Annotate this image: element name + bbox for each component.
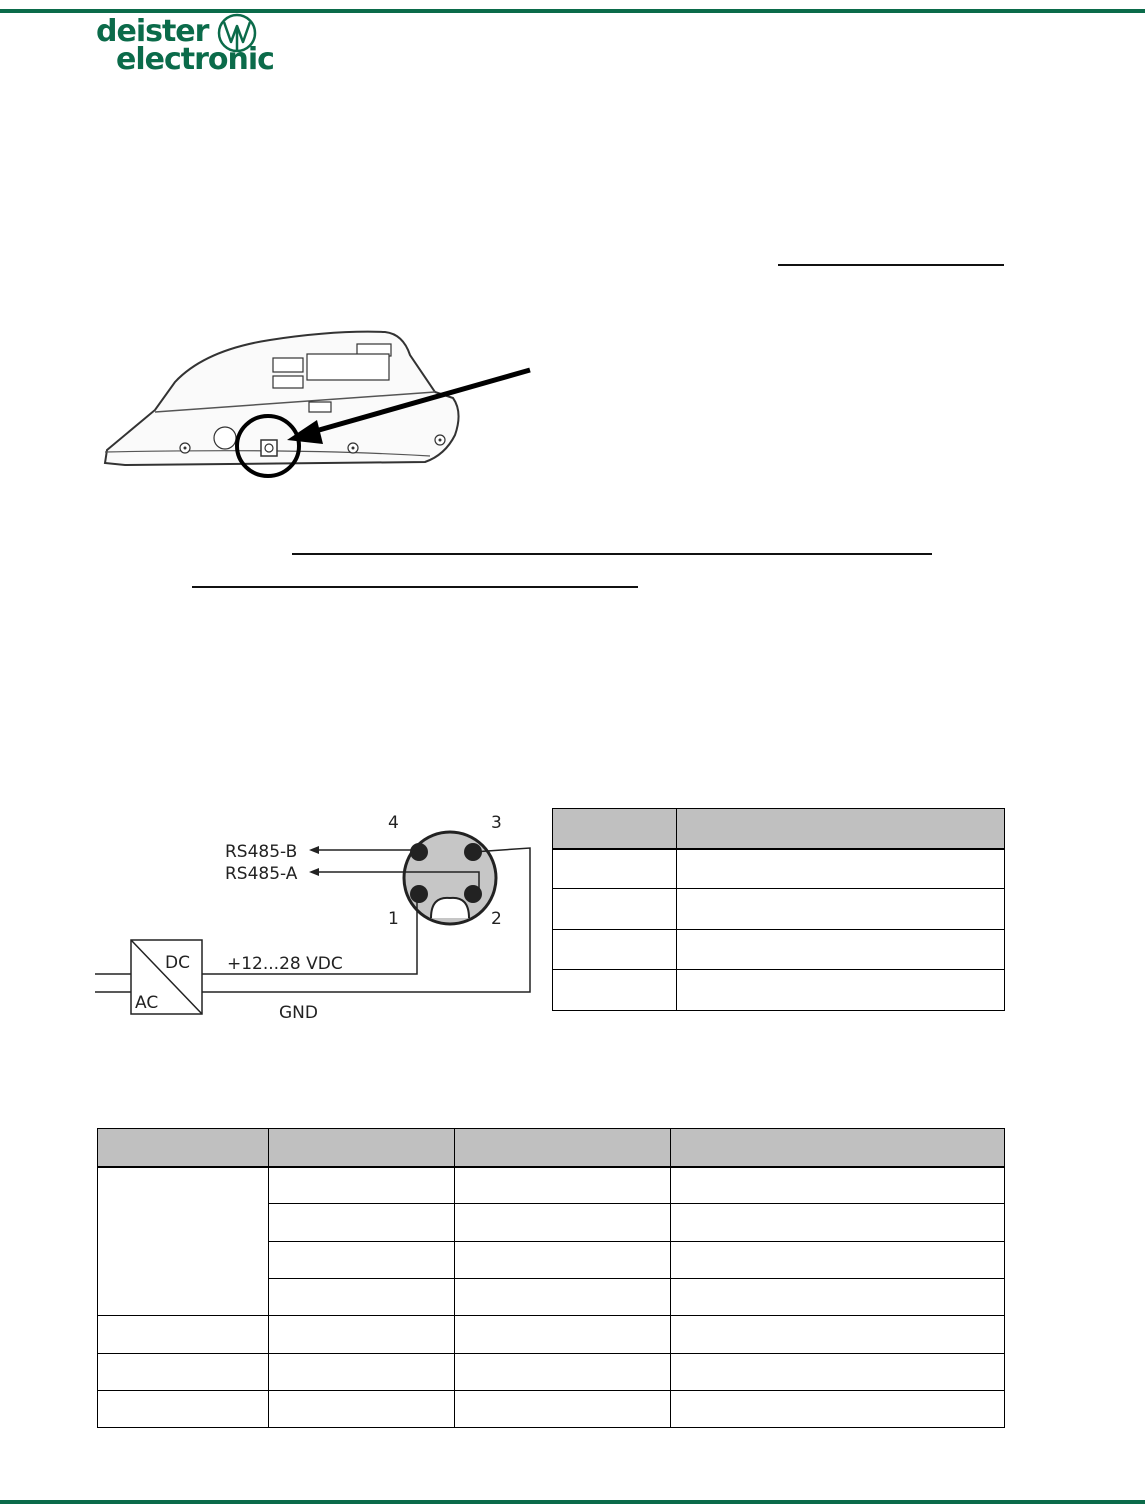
- table-cell: [455, 1391, 671, 1428]
- table-cell: [553, 849, 677, 889]
- table-cell: [269, 1204, 455, 1242]
- table-cell: [677, 930, 1005, 970]
- table-cell: [98, 1167, 269, 1316]
- converter-ac-label: AC: [135, 993, 159, 1013]
- brand-name-line2: electronic: [116, 42, 274, 77]
- table-cell: [677, 970, 1005, 1011]
- table-cell: [98, 1391, 269, 1428]
- table-cell: [269, 1354, 455, 1391]
- table-cell: [269, 1279, 455, 1316]
- underline-3: [192, 586, 638, 588]
- table-cell: [677, 849, 1005, 889]
- table-cell: [671, 1391, 1005, 1428]
- table-cell: [671, 1204, 1005, 1242]
- table-row: [553, 930, 1005, 970]
- table-cell: [455, 1354, 671, 1391]
- antenna-logo-icon: [216, 12, 258, 54]
- table-header-row: [98, 1129, 1005, 1167]
- rs485-b-label: RS485-B: [225, 842, 298, 862]
- table-header-cell: [671, 1129, 1005, 1167]
- supply-voltage-label: +12...28 VDC: [227, 954, 343, 974]
- table-cell: [455, 1279, 671, 1316]
- table-cell: [671, 1354, 1005, 1391]
- table-cell: [455, 1316, 671, 1354]
- table-cell: [553, 970, 677, 1011]
- table-row: [553, 849, 1005, 889]
- table-cell: [553, 930, 677, 970]
- converter-dc-label: DC: [165, 953, 190, 973]
- table-cell: [98, 1316, 269, 1354]
- table-cell: [553, 889, 677, 930]
- table-row: [98, 1316, 1005, 1354]
- pin-assignment-table: [552, 808, 1005, 1011]
- specification-table: [97, 1128, 1005, 1428]
- table-row: [553, 889, 1005, 930]
- wiring-diagram: [95, 806, 540, 1020]
- table-cell: [269, 1242, 455, 1279]
- table-header-cell: [98, 1129, 269, 1167]
- underline-1: [778, 264, 1004, 266]
- underline-2: [292, 553, 932, 555]
- brand-name-line1: deister: [96, 14, 209, 49]
- rs485-a-label: RS485-A: [225, 864, 298, 884]
- table-cell: [98, 1354, 269, 1391]
- table-cell: [677, 889, 1005, 930]
- pin-3-label: 3: [491, 813, 502, 833]
- table-cell: [269, 1391, 455, 1428]
- pin-1-label: 1: [388, 909, 399, 929]
- table-row: [98, 1391, 1005, 1428]
- table-cell: [455, 1204, 671, 1242]
- gnd-label: GND: [279, 1003, 318, 1020]
- table-row: [553, 970, 1005, 1011]
- table-header-cell: [455, 1129, 671, 1167]
- device-illustration: [95, 320, 545, 485]
- table-cell: [455, 1242, 671, 1279]
- table-cell: [269, 1167, 455, 1204]
- table-cell: [671, 1167, 1005, 1204]
- table-header-cell: [553, 809, 677, 849]
- table-header-cell: [269, 1129, 455, 1167]
- table-header-row: [553, 809, 1005, 849]
- table-cell: [671, 1279, 1005, 1316]
- brand-logo: [92, 12, 302, 77]
- table-cell: [671, 1242, 1005, 1279]
- table-cell: [455, 1167, 671, 1204]
- table-row: [98, 1167, 1005, 1204]
- pin-4-label: 4: [388, 813, 399, 833]
- table-header-cell: [677, 809, 1005, 849]
- pin-2-label: 2: [491, 909, 502, 929]
- table-cell: [269, 1316, 455, 1354]
- footer-rule: [0, 1500, 1145, 1504]
- table-row: [98, 1354, 1005, 1391]
- table-cell: [671, 1316, 1005, 1354]
